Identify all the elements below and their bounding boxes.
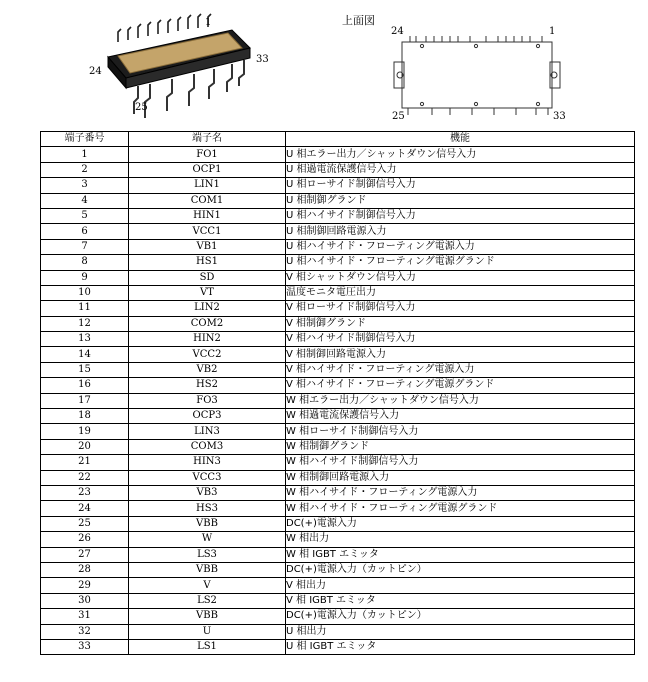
pin-number-cell: 4 <box>41 193 129 208</box>
pin-function-cell: U 相ローサイド制御信号入力 <box>286 178 635 193</box>
pin-number-cell: 6 <box>41 224 129 239</box>
pin-number-cell: 1 <box>41 147 129 162</box>
pin-number-cell: 13 <box>41 332 129 347</box>
top-label-pin1: 1 <box>549 26 556 37</box>
persp-label-pin33: 33 <box>256 54 269 65</box>
pin-number-cell: 17 <box>41 393 129 408</box>
pin-name-cell: COM3 <box>129 439 286 454</box>
pin-name-cell: FO3 <box>129 393 286 408</box>
pin-number-cell: 28 <box>41 562 129 577</box>
pin-function-cell: U 相エラー出力／シャットダウン信号入力 <box>286 147 635 162</box>
pin-number-cell: 32 <box>41 624 129 639</box>
table-body <box>41 147 635 655</box>
pin-name-cell: COM1 <box>129 193 286 208</box>
pin-number-cell: 7 <box>41 239 129 254</box>
pin-function-table <box>40 131 635 655</box>
table-row <box>41 147 635 162</box>
pin-name-cell: VT <box>129 285 286 300</box>
pin-name-cell: VBB <box>129 562 286 577</box>
table-row <box>41 208 635 223</box>
pin-name-cell: FO1 <box>129 147 286 162</box>
pin-name-cell: HIN1 <box>129 208 286 223</box>
pin-number-cell: 5 <box>41 208 129 223</box>
pin-function-cell: W 相制御回路電源入力 <box>286 470 635 485</box>
table-row <box>41 455 635 470</box>
pin-name-cell: COM2 <box>129 316 286 331</box>
pin-function-cell: U 相過電流保護信号入力 <box>286 162 635 177</box>
pin-name-cell: HS1 <box>129 255 286 270</box>
table-row <box>41 301 635 316</box>
pin-name-cell: VCC1 <box>129 224 286 239</box>
pin-function-cell: W 相出力 <box>286 532 635 547</box>
pin-function-cell: W 相過電流保護信号入力 <box>286 409 635 424</box>
pin-number-cell: 15 <box>41 362 129 377</box>
pin-function-cell: V 相制御グランド <box>286 316 635 331</box>
pin-name-cell: LIN1 <box>129 178 286 193</box>
top-label-pin25: 25 <box>392 111 405 122</box>
table-row <box>41 470 635 485</box>
pin-function-cell: V 相ローサイド制御信号入力 <box>286 301 635 316</box>
pin-name-cell: HIN3 <box>129 455 286 470</box>
pin-function-cell: U 相 IGBT エミッタ <box>286 639 635 654</box>
pin-name-cell: LIN2 <box>129 301 286 316</box>
persp-label-pin25: 25 <box>135 102 148 113</box>
pin-function-cell: V 相ハイサイド・フローティング電源入力 <box>286 362 635 377</box>
pin-function-cell: W 相ハイサイド・フローティング電源入力 <box>286 485 635 500</box>
pin-function-cell: V 相シャットダウン信号入力 <box>286 270 635 285</box>
pin-function-cell: W 相制御グランド <box>286 439 635 454</box>
table-row <box>41 347 635 362</box>
table-row <box>41 547 635 562</box>
pin-number-cell: 9 <box>41 270 129 285</box>
top-label-pin33: 33 <box>553 111 566 122</box>
table-row <box>41 316 635 331</box>
pin-name-cell: VB1 <box>129 239 286 254</box>
persp-label-pin24: 24 <box>89 66 102 77</box>
table-row <box>41 378 635 393</box>
pin-function-cell: DC(+)電源入力（カットピン） <box>286 609 635 624</box>
pin-number-cell: 33 <box>41 639 129 654</box>
pin-name-cell: VBB <box>129 516 286 531</box>
pin-number-cell: 22 <box>41 470 129 485</box>
pin-function-cell: U 相制御グランド <box>286 193 635 208</box>
table-row <box>41 255 635 270</box>
table-row <box>41 439 635 454</box>
table-row <box>41 193 635 208</box>
pin-function-cell: W 相エラー出力／シャットダウン信号入力 <box>286 393 635 408</box>
table-row <box>41 624 635 639</box>
pin-number-cell: 25 <box>41 516 129 531</box>
table-row <box>41 485 635 500</box>
table-row <box>41 424 635 439</box>
top-view-title: 上面図 <box>342 14 375 27</box>
table-row <box>41 516 635 531</box>
pin-name-cell: LIN3 <box>129 424 286 439</box>
pin-name-cell: VCC2 <box>129 347 286 362</box>
pin-name-cell: LS2 <box>129 593 286 608</box>
header-function: 機能 <box>286 132 635 147</box>
pin-function-cell: V 相制御回路電源入力 <box>286 347 635 362</box>
pin-number-cell: 14 <box>41 347 129 362</box>
table-row <box>41 362 635 377</box>
pin-name-cell: SD <box>129 270 286 285</box>
pin-name-cell: OCP3 <box>129 409 286 424</box>
pin-number-cell: 23 <box>41 485 129 500</box>
pin-name-cell: VBB <box>129 609 286 624</box>
table-row <box>41 285 635 300</box>
table-row <box>41 239 635 254</box>
pin-function-cell: 温度モニタ電圧出力 <box>286 285 635 300</box>
pin-function-cell: U 相制御回路電源入力 <box>286 224 635 239</box>
package-perspective-drawing <box>0 0 300 128</box>
persp-label-pin1: 1 <box>205 17 212 28</box>
pin-function-cell: W 相 IGBT エミッタ <box>286 547 635 562</box>
pin-number-cell: 19 <box>41 424 129 439</box>
pin-function-cell: DC(+)電源入力（カットピン） <box>286 562 635 577</box>
pin-name-cell: W <box>129 532 286 547</box>
pin-name-cell: VB3 <box>129 485 286 500</box>
table-row <box>41 562 635 577</box>
pin-function-cell: U 相ハイサイド・フローティング電源入力 <box>286 239 635 254</box>
table-row <box>41 578 635 593</box>
pin-number-cell: 2 <box>41 162 129 177</box>
pin-function-cell: V 相 IGBT エミッタ <box>286 593 635 608</box>
pin-number-cell: 21 <box>41 455 129 470</box>
pin-function-cell: U 相ハイサイド制御信号入力 <box>286 208 635 223</box>
pin-number-cell: 16 <box>41 378 129 393</box>
table-row <box>41 501 635 516</box>
pin-name-cell: V <box>129 578 286 593</box>
pin-name-cell: VCC3 <box>129 470 286 485</box>
pin-function-cell: V 相ハイサイド制御信号入力 <box>286 332 635 347</box>
pin-function-cell: U 相ハイサイド・フローティング電源グランド <box>286 255 635 270</box>
pin-number-cell: 20 <box>41 439 129 454</box>
pin-name-cell: LS1 <box>129 639 286 654</box>
pin-name-cell: HS2 <box>129 378 286 393</box>
pin-name-cell: U <box>129 624 286 639</box>
table-row <box>41 532 635 547</box>
pin-name-cell: LS3 <box>129 547 286 562</box>
header-pin-name: 端子名 <box>129 132 286 147</box>
pin-name-cell: VB2 <box>129 362 286 377</box>
table-row <box>41 332 635 347</box>
pin-function-cell: V 相出力 <box>286 578 635 593</box>
pin-name-cell: HIN2 <box>129 332 286 347</box>
pin-number-cell: 3 <box>41 178 129 193</box>
table-row <box>41 393 635 408</box>
header-pin-number: 端子番号 <box>41 132 129 147</box>
table-row <box>41 639 635 654</box>
pin-number-cell: 27 <box>41 547 129 562</box>
pin-number-cell: 30 <box>41 593 129 608</box>
pin-function-cell: W 相ハイサイド・フローティング電源グランド <box>286 501 635 516</box>
table-row <box>41 409 635 424</box>
table-row <box>41 224 635 239</box>
pin-number-cell: 26 <box>41 532 129 547</box>
pin-function-cell: U 相出力 <box>286 624 635 639</box>
table-row <box>41 609 635 624</box>
table-row <box>41 593 635 608</box>
package-figures <box>0 0 648 128</box>
pin-function-cell: DC(+)電源入力 <box>286 516 635 531</box>
pin-function-cell: V 相ハイサイド・フローティング電源グランド <box>286 378 635 393</box>
table-row <box>41 178 635 193</box>
pin-name-cell: HS3 <box>129 501 286 516</box>
table-header-row <box>41 132 635 147</box>
pin-number-cell: 8 <box>41 255 129 270</box>
table-row <box>41 162 635 177</box>
pin-function-cell: W 相ハイサイド制御信号入力 <box>286 455 635 470</box>
pin-number-cell: 29 <box>41 578 129 593</box>
top-view-drawing <box>388 28 568 128</box>
top-label-pin24: 24 <box>391 26 404 37</box>
pin-number-cell: 11 <box>41 301 129 316</box>
pin-number-cell: 10 <box>41 285 129 300</box>
pin-number-cell: 24 <box>41 501 129 516</box>
table-row <box>41 270 635 285</box>
pin-function-cell: W 相ローサイド制御信号入力 <box>286 424 635 439</box>
pin-number-cell: 31 <box>41 609 129 624</box>
pin-number-cell: 18 <box>41 409 129 424</box>
pin-number-cell: 12 <box>41 316 129 331</box>
pin-name-cell: OCP1 <box>129 162 286 177</box>
